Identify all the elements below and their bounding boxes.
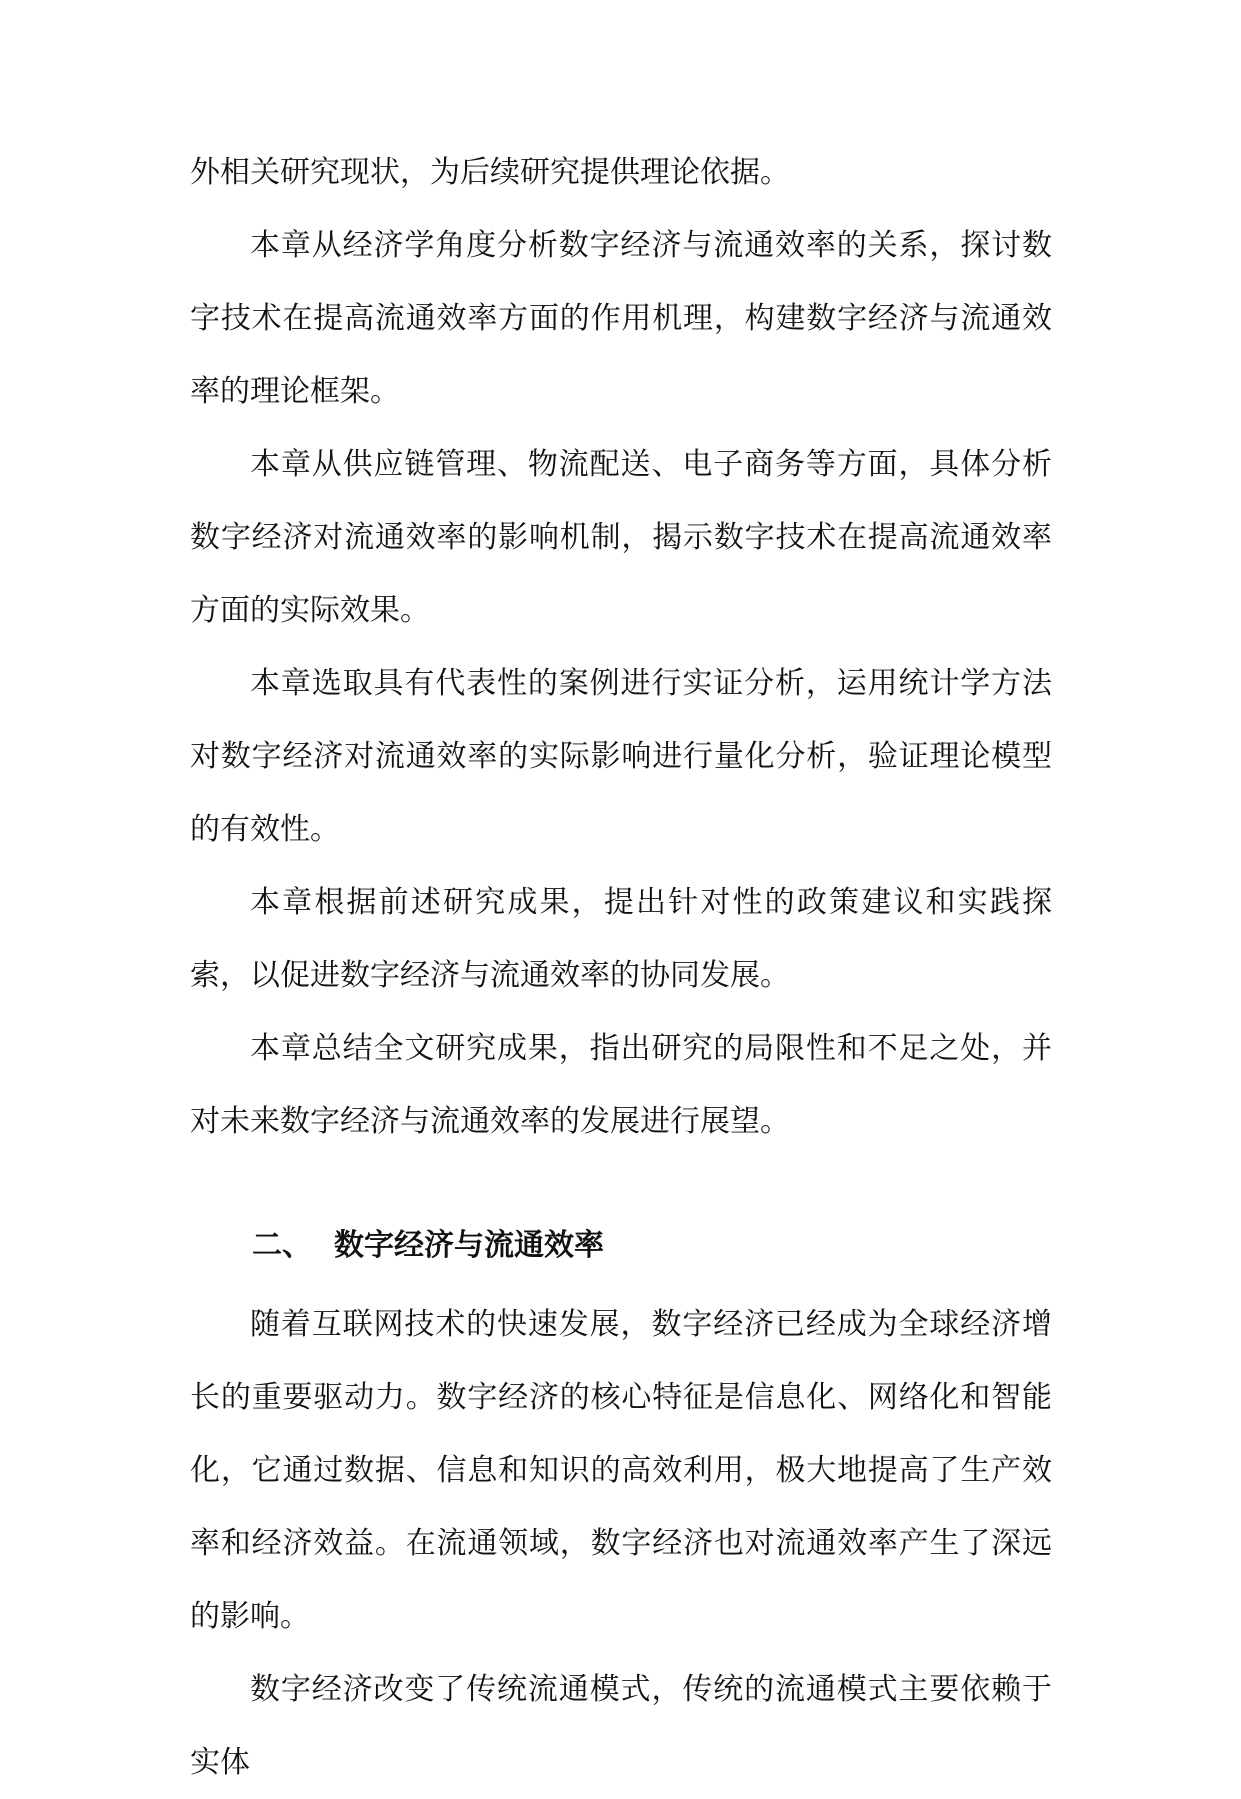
paragraph: 本章总结全文研究成果，指出研究的局限性和不足之处，并对未来数字经济与流通效率的发展进行展望。: [190, 1031, 1052, 1139]
paragraph: 本章从供应链管理、物流配送、电子商务等方面，具体分析数字经济对流通效率的影响机制，揭示数字技术在提高流通效率方面的实际效果。: [190, 447, 1052, 628]
section-heading: [190, 1158, 1052, 1288]
paragraph: 本章从经济学角度分析数字经济与流通效率的关系，探讨数字技术在提高流通效率方面的作用机理，构建数字经济与流通效率的理论框架。: [190, 228, 1052, 409]
paragraph: 本章选取具有代表性的案例进行实证分析，运用统计学方法对数字经济对流通效率的实际影响进行量化分析，验证理论模型的有效性。: [190, 666, 1052, 847]
paragraph: 本章根据前述研究成果，提出针对性的政策建议和实践探索，以促进数字经济与流通效率的协同发展。: [190, 885, 1052, 993]
paragraph-truncated: 数字经济改变了传统流通模式，传统的流通模式主要依赖于实体: [190, 1672, 1052, 1780]
paragraph: 随着互联网技术的快速发展，数字经济已经成为全球经济增长的重要驱动力。数字经济的核心特征是信息化、网络化和智能化，它通过数据、信息和知识的高效利用，极大地提高了生产效率和经济效益。在流通领域，数字经济也对流通效率产生了深远的影响。: [190, 1307, 1052, 1634]
section-title: 数字经济与流通效率: [334, 1228, 604, 1263]
document-page: [190, 136, 1052, 1799]
section-number: 二、: [252, 1228, 312, 1263]
paragraph-continuation: 外相关研究现状，为后续研究提供理论依据。: [190, 155, 790, 190]
